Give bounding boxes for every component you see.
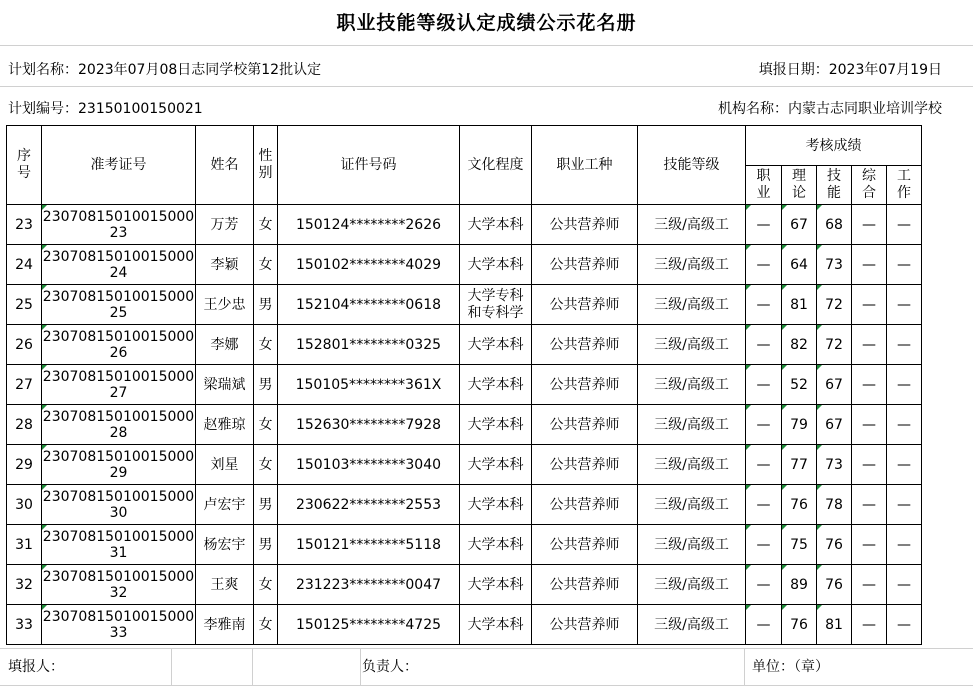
cell-s2[interactable]: 67 xyxy=(782,205,817,245)
cell-s2[interactable]: 82 xyxy=(782,325,817,365)
cell-s4[interactable]: — xyxy=(852,205,887,245)
cell-s5[interactable]: — xyxy=(887,565,922,605)
cell-gender[interactable]: 女 xyxy=(254,245,278,285)
cell-ticket[interactable]: 2307081501001500024 xyxy=(42,245,196,285)
cell-s5[interactable]: — xyxy=(887,365,922,405)
header-s1: 职业 xyxy=(746,166,782,205)
cell-seq[interactable]: 25 xyxy=(7,285,42,325)
cell-ticket[interactable]: 2307081501001500025 xyxy=(42,285,196,325)
cell-seq[interactable]: 26 xyxy=(7,325,42,365)
cell-seq[interactable]: 24 xyxy=(7,245,42,285)
cell-s2[interactable]: 79 xyxy=(782,405,817,445)
cell-edu[interactable]: 大学本科 xyxy=(460,405,532,445)
cell-s2[interactable]: 81 xyxy=(782,285,817,325)
cell-s4[interactable]: — xyxy=(852,605,887,645)
cell-s5[interactable]: — xyxy=(887,245,922,285)
cell-s2[interactable]: 77 xyxy=(782,445,817,485)
cell-ticket[interactable]: 2307081501001500031 xyxy=(42,525,196,565)
cell-seq[interactable]: 23 xyxy=(7,205,42,245)
cell-s5[interactable]: — xyxy=(887,205,922,245)
cell-name[interactable]: 王少忠 xyxy=(196,285,254,325)
cell-s3[interactable]: 73 xyxy=(817,445,852,485)
cell-s3[interactable]: 68 xyxy=(817,205,852,245)
footer-filler: 填报人： xyxy=(8,659,64,675)
table-row[interactable] xyxy=(7,245,922,285)
cell-ticket[interactable]: 2307081501001500023 xyxy=(42,205,196,245)
grid-line xyxy=(171,648,172,686)
cell-s5[interactable]: — xyxy=(887,285,922,325)
table-row[interactable] xyxy=(7,605,922,645)
table-row[interactable] xyxy=(7,565,922,605)
cell-s5[interactable]: — xyxy=(887,485,922,525)
cell-s3[interactable]: 67 xyxy=(817,405,852,445)
table-row[interactable] xyxy=(7,485,922,525)
grid-line xyxy=(0,86,973,87)
footer-unit: 单位：（章） xyxy=(752,659,829,675)
header-s4: 综合 xyxy=(852,166,887,205)
cell-s2[interactable]: 76 xyxy=(782,485,817,525)
grid-line xyxy=(360,648,361,686)
cell-level[interactable]: 三级/高级工 xyxy=(638,325,746,365)
cell-edu[interactable]: 大学专科和专科学 xyxy=(460,285,532,325)
header-edu: 文化程度 xyxy=(460,126,532,205)
cell-s3[interactable]: 73 xyxy=(817,245,852,285)
cell-s5[interactable]: — xyxy=(887,405,922,445)
cell-s1[interactable]: — xyxy=(746,565,782,605)
cell-id[interactable]: 150125********4725 xyxy=(278,605,460,645)
cell-s5[interactable]: — xyxy=(887,445,922,485)
cell-edu[interactable]: 大学本科 xyxy=(460,485,532,525)
cell-name[interactable]: 梁瑞斌 xyxy=(196,365,254,405)
cell-s3[interactable]: 76 xyxy=(817,525,852,565)
header-s2: 理论 xyxy=(782,166,817,205)
cell-s3[interactable]: 81 xyxy=(817,605,852,645)
cell-s1[interactable]: — xyxy=(746,605,782,645)
cell-gender[interactable]: 男 xyxy=(254,485,278,525)
header-seq: 序号 xyxy=(7,126,42,205)
cell-job[interactable]: 公共营养师 xyxy=(532,285,638,325)
cell-s3[interactable]: 78 xyxy=(817,485,852,525)
plan-name: 计划名称：2023年07月08日志同学校第12批认定 xyxy=(8,62,322,78)
cell-s2[interactable]: 75 xyxy=(782,525,817,565)
cell-id[interactable]: 152801********0325 xyxy=(278,325,460,365)
table-row[interactable] xyxy=(7,365,922,405)
cell-s5[interactable]: — xyxy=(887,325,922,365)
cell-s1[interactable]: — xyxy=(746,245,782,285)
cell-job[interactable]: 公共营养师 xyxy=(532,485,638,525)
cell-level[interactable]: 三级/高级工 xyxy=(638,285,746,325)
cell-s3[interactable]: 76 xyxy=(817,565,852,605)
cell-s5[interactable]: — xyxy=(887,525,922,565)
cell-ticket[interactable]: 2307081501001500029 xyxy=(42,445,196,485)
cell-name[interactable]: 王爽 xyxy=(196,565,254,605)
header-job: 职业工种 xyxy=(532,126,638,205)
cell-name[interactable]: 李颖 xyxy=(196,245,254,285)
cell-job[interactable]: 公共营养师 xyxy=(532,565,638,605)
cell-seq[interactable]: 29 xyxy=(7,445,42,485)
cell-s4[interactable]: — xyxy=(852,405,887,445)
cell-edu[interactable]: 大学本科 xyxy=(460,325,532,365)
cell-ticket[interactable]: 2307081501001500027 xyxy=(42,365,196,405)
cell-name[interactable]: 万芳 xyxy=(196,205,254,245)
grid-line xyxy=(252,648,253,686)
table-row[interactable] xyxy=(7,285,922,325)
table-row[interactable] xyxy=(7,405,922,445)
header-score-group: 考核成绩 xyxy=(746,126,922,166)
plan-number: 计划编号：23150100150021 xyxy=(8,101,203,117)
cell-level[interactable]: 三级/高级工 xyxy=(638,405,746,445)
cell-edu[interactable]: 大学本科 xyxy=(460,605,532,645)
cell-edu[interactable]: 大学本科 xyxy=(460,365,532,405)
grid-line xyxy=(0,648,973,649)
cell-gender[interactable]: 女 xyxy=(254,605,278,645)
cell-s4[interactable]: — xyxy=(852,445,887,485)
cell-id[interactable]: 150105********361X xyxy=(278,365,460,405)
cell-s4[interactable]: — xyxy=(852,325,887,365)
cell-ticket[interactable]: 2307081501001500030 xyxy=(42,485,196,525)
page-title: 职业技能等级认定成绩公示花名册 xyxy=(336,12,637,34)
header-name: 姓名 xyxy=(196,126,254,205)
cell-s3[interactable]: 72 xyxy=(817,285,852,325)
org-name: 机构名称：内蒙古志同职业培训学校 xyxy=(718,101,942,117)
cell-name[interactable]: 赵雅琼 xyxy=(196,405,254,445)
cell-gender[interactable]: 女 xyxy=(254,445,278,485)
cell-edu[interactable]: 大学本科 xyxy=(460,245,532,285)
cell-s2[interactable]: 89 xyxy=(782,565,817,605)
cell-level[interactable]: 三级/高级工 xyxy=(638,565,746,605)
cell-ticket[interactable]: 2307081501001500032 xyxy=(42,565,196,605)
cell-level[interactable]: 三级/高级工 xyxy=(638,445,746,485)
cell-seq[interactable]: 33 xyxy=(7,605,42,645)
cell-name[interactable]: 卢宏宇 xyxy=(196,485,254,525)
cell-level[interactable]: 三级/高级工 xyxy=(638,205,746,245)
cell-edu[interactable]: 大学本科 xyxy=(460,445,532,485)
table-row[interactable] xyxy=(7,525,922,565)
cell-s1[interactable]: — xyxy=(746,485,782,525)
cell-job[interactable]: 公共营养师 xyxy=(532,325,638,365)
cell-id[interactable]: 152104********0618 xyxy=(278,285,460,325)
cell-job[interactable]: 公共营养师 xyxy=(532,365,638,405)
cell-id[interactable]: 150103********3040 xyxy=(278,445,460,485)
cell-job[interactable]: 公共营养师 xyxy=(532,405,638,445)
cell-s4[interactable]: — xyxy=(852,365,887,405)
cell-s1[interactable]: — xyxy=(746,325,782,365)
cell-edu[interactable]: 大学本科 xyxy=(460,525,532,565)
grid-line xyxy=(744,648,745,686)
cell-ticket[interactable]: 2307081501001500033 xyxy=(42,605,196,645)
cell-id[interactable]: 150124********2626 xyxy=(278,205,460,245)
header-ticket: 准考证号 xyxy=(42,126,196,205)
cell-s2[interactable]: 76 xyxy=(782,605,817,645)
cell-level[interactable]: 三级/高级工 xyxy=(638,605,746,645)
cell-ticket[interactable]: 2307081501001500026 xyxy=(42,325,196,365)
cell-job[interactable]: 公共营养师 xyxy=(532,205,638,245)
cell-edu[interactable]: 大学本科 xyxy=(460,565,532,605)
cell-gender[interactable]: 女 xyxy=(254,205,278,245)
cell-job[interactable]: 公共营养师 xyxy=(532,445,638,485)
cell-gender[interactable]: 女 xyxy=(254,405,278,445)
cell-name[interactable]: 李雅南 xyxy=(196,605,254,645)
cell-id[interactable]: 150102********4029 xyxy=(278,245,460,285)
cell-seq[interactable]: 27 xyxy=(7,365,42,405)
cell-s2[interactable]: 64 xyxy=(782,245,817,285)
cell-name[interactable]: 李娜 xyxy=(196,325,254,365)
cell-seq[interactable]: 30 xyxy=(7,485,42,525)
cell-job[interactable]: 公共营养师 xyxy=(532,605,638,645)
cell-s1[interactable]: — xyxy=(746,205,782,245)
cell-s3[interactable]: 67 xyxy=(817,365,852,405)
header-s5: 工作 xyxy=(887,166,922,205)
header-id: 证件号码 xyxy=(278,126,460,205)
cell-id[interactable]: 152630********7928 xyxy=(278,405,460,445)
score-table xyxy=(6,125,922,645)
cell-s4[interactable]: — xyxy=(852,245,887,285)
cell-s4[interactable]: — xyxy=(852,485,887,525)
grid-line xyxy=(0,45,973,46)
table-row[interactable] xyxy=(7,205,922,245)
table-row[interactable] xyxy=(7,325,922,365)
cell-gender[interactable]: 女 xyxy=(254,565,278,605)
cell-s1[interactable]: — xyxy=(746,285,782,325)
table-row[interactable] xyxy=(7,445,922,485)
cell-level[interactable]: 三级/高级工 xyxy=(638,525,746,565)
cell-id[interactable]: 230622********2553 xyxy=(278,485,460,525)
cell-id[interactable]: 231223********0047 xyxy=(278,565,460,605)
cell-seq[interactable]: 28 xyxy=(7,405,42,445)
cell-id[interactable]: 150121********5118 xyxy=(278,525,460,565)
cell-edu[interactable]: 大学本科 xyxy=(460,205,532,245)
cell-s4[interactable]: — xyxy=(852,285,887,325)
cell-s1[interactable]: — xyxy=(746,445,782,485)
header-gender: 性别 xyxy=(254,126,278,205)
cell-s4[interactable]: — xyxy=(852,565,887,605)
cell-level[interactable]: 三级/高级工 xyxy=(638,365,746,405)
cell-job[interactable]: 公共营养师 xyxy=(532,525,638,565)
cell-s1[interactable]: — xyxy=(746,525,782,565)
fill-date: 填报日期：2023年07月19日 xyxy=(758,62,942,78)
cell-level[interactable]: 三级/高级工 xyxy=(638,485,746,525)
cell-name[interactable]: 杨宏宇 xyxy=(196,525,254,565)
cell-gender[interactable]: 男 xyxy=(254,525,278,565)
cell-level[interactable]: 三级/高级工 xyxy=(638,245,746,285)
header-s3: 技能 xyxy=(817,166,852,205)
cell-gender[interactable]: 男 xyxy=(254,285,278,325)
header-level: 技能等级 xyxy=(638,126,746,205)
cell-ticket[interactable]: 2307081501001500028 xyxy=(42,405,196,445)
footer-responsible: 负责人： xyxy=(362,659,418,675)
cell-s1[interactable]: — xyxy=(746,365,782,405)
cell-s3[interactable]: 72 xyxy=(817,325,852,365)
cell-gender[interactable]: 女 xyxy=(254,325,278,365)
cell-s1[interactable]: — xyxy=(746,405,782,445)
cell-s4[interactable]: — xyxy=(852,525,887,565)
cell-name[interactable]: 刘星 xyxy=(196,445,254,485)
cell-seq[interactable]: 31 xyxy=(7,525,42,565)
cell-gender[interactable]: 男 xyxy=(254,365,278,405)
cell-seq[interactable]: 32 xyxy=(7,565,42,605)
cell-s5[interactable]: — xyxy=(887,605,922,645)
cell-job[interactable]: 公共营养师 xyxy=(532,245,638,285)
cell-s2[interactable]: 52 xyxy=(782,365,817,405)
